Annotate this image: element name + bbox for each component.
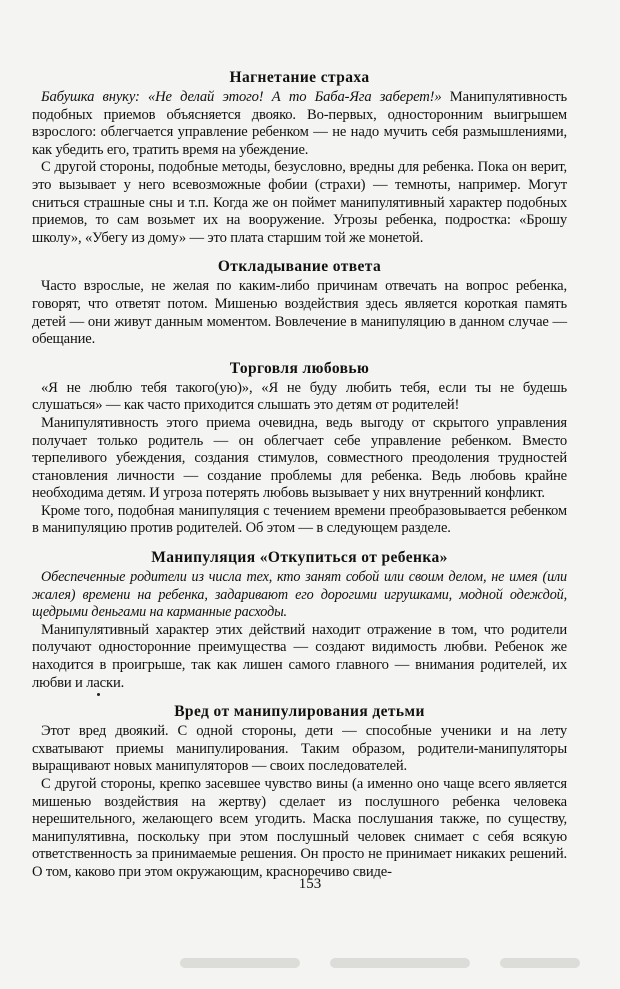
italic-quote: Бабушка внуку: «Не делай этого! А то Баба-Яга заберет!»	[41, 89, 442, 105]
paragraph-text: Манипулятивность подобных приемов объясняется двояко. Во-первых, односторонним выигрышем взрослого: облегчается управление ребенком — не надо мучить себя размышлениями, как убедить его, тратить время на убеждение.	[32, 89, 567, 158]
scan-dot	[97, 693, 100, 696]
paragraph: Манипулятивность этого приема очевидна, ведь выгоду от скрытого управления получает только родитель — он облегчает себе управление ребенком. Вместо терпеливого убеждения, создания стимулов, совместного преодоления трудностей становления личности — создание проблемы для ребенка. Ведь любовь крайне необходима детям. И угроза потерять любовь вызывает у них внутренний конфликт.	[32, 414, 567, 502]
page-number: 153	[298, 876, 322, 892]
section-heading-delay: Откладывание ответа	[217, 258, 382, 276]
section-heading-buy-off: Манипуляция «Откупиться от ребенка»	[151, 549, 448, 567]
paragraph: С другой стороны, подобные методы, безусловно, вредны для ребенка. Пока он верит, это вызывает у него всевозможные фобии (страхи) — темноты, например. Могут сниться страшные сны и т.п. Когда же он поймет манипулятивный характер подобных приемов, то сам возьмет их на вооружение. Угрозы ребенка, подростка: «Брошу школу», «Убегу из дому» — это плата старшим той же монетой.	[32, 159, 567, 246]
paragraph: Часто взрослые, не желая по каким-либо причинам отвечать на вопрос ребенка, говорят, что ответят потом. Мишенью воздействия здесь является короткая память детей — они живут данным моментом. Вовлечение в манипуляцию в данном случае — обещание.	[32, 278, 567, 348]
section-heading-love-trade: Торговля любовью	[229, 359, 370, 377]
scan-smudge	[330, 958, 470, 968]
paragraph: Манипулятивный характер этих действий находит отражение в том, что родители получают односторонние преимущества — создают видимость любви. Ребенок же находится в проигрыше, так как лишен самого главного — внимания родителей, их любви и ласки.	[32, 621, 567, 691]
paragraph	[32, 89, 567, 159]
scan-smudge	[500, 958, 580, 968]
scan-smudge	[180, 958, 300, 968]
paragraph: Этот вред двоякий. С одной стороны, дети — способные ученики и на лету схватывают приемы манипулирования. Таким образом, родители-манипуляторы выращивают новых манипуляторов — своих последователей.	[32, 723, 567, 775]
section-heading-harm: Вред от манипулирования детьми	[174, 703, 425, 721]
paragraph: «Я не люблю тебя такого(ую)», «Я не буду любить тебя, если ты не будешь слушаться» — как часто приходится слышать это детям от родителей!	[32, 379, 567, 414]
page-body	[32, 60, 567, 882]
paragraph: Кроме того, подобная манипуляция с течением времени преобразовывается ребенком в манипуляцию против родителей. Об этом — в следующем разделе.	[32, 502, 567, 537]
italic-intro: Обеспеченные родители из числа тех, кто занят собой или своим делом, не имея (или жалея) времени на ребенка, задаривают его дорогими игрушками, модной одеждой, щедрыми деньгами на карманные расходы.	[32, 569, 567, 621]
paragraph: С другой стороны, крепко засевшее чувство вины (а именно оно чаще всего является мишенью воздействия на жертву) сделает из послушного ребенка человека нерешительного, желающего всем угодить. Маска послушания также, по существу, манипулятивна, поскольку при этом послушный человек снимает с себя всякую ответственность за принимаемые решения. Он просто не принимает никаких решений. О том, каково при этом окружающим, красноречиво свиде-	[32, 776, 567, 880]
section-heading-fear: Нагнетание страха	[229, 69, 370, 86]
